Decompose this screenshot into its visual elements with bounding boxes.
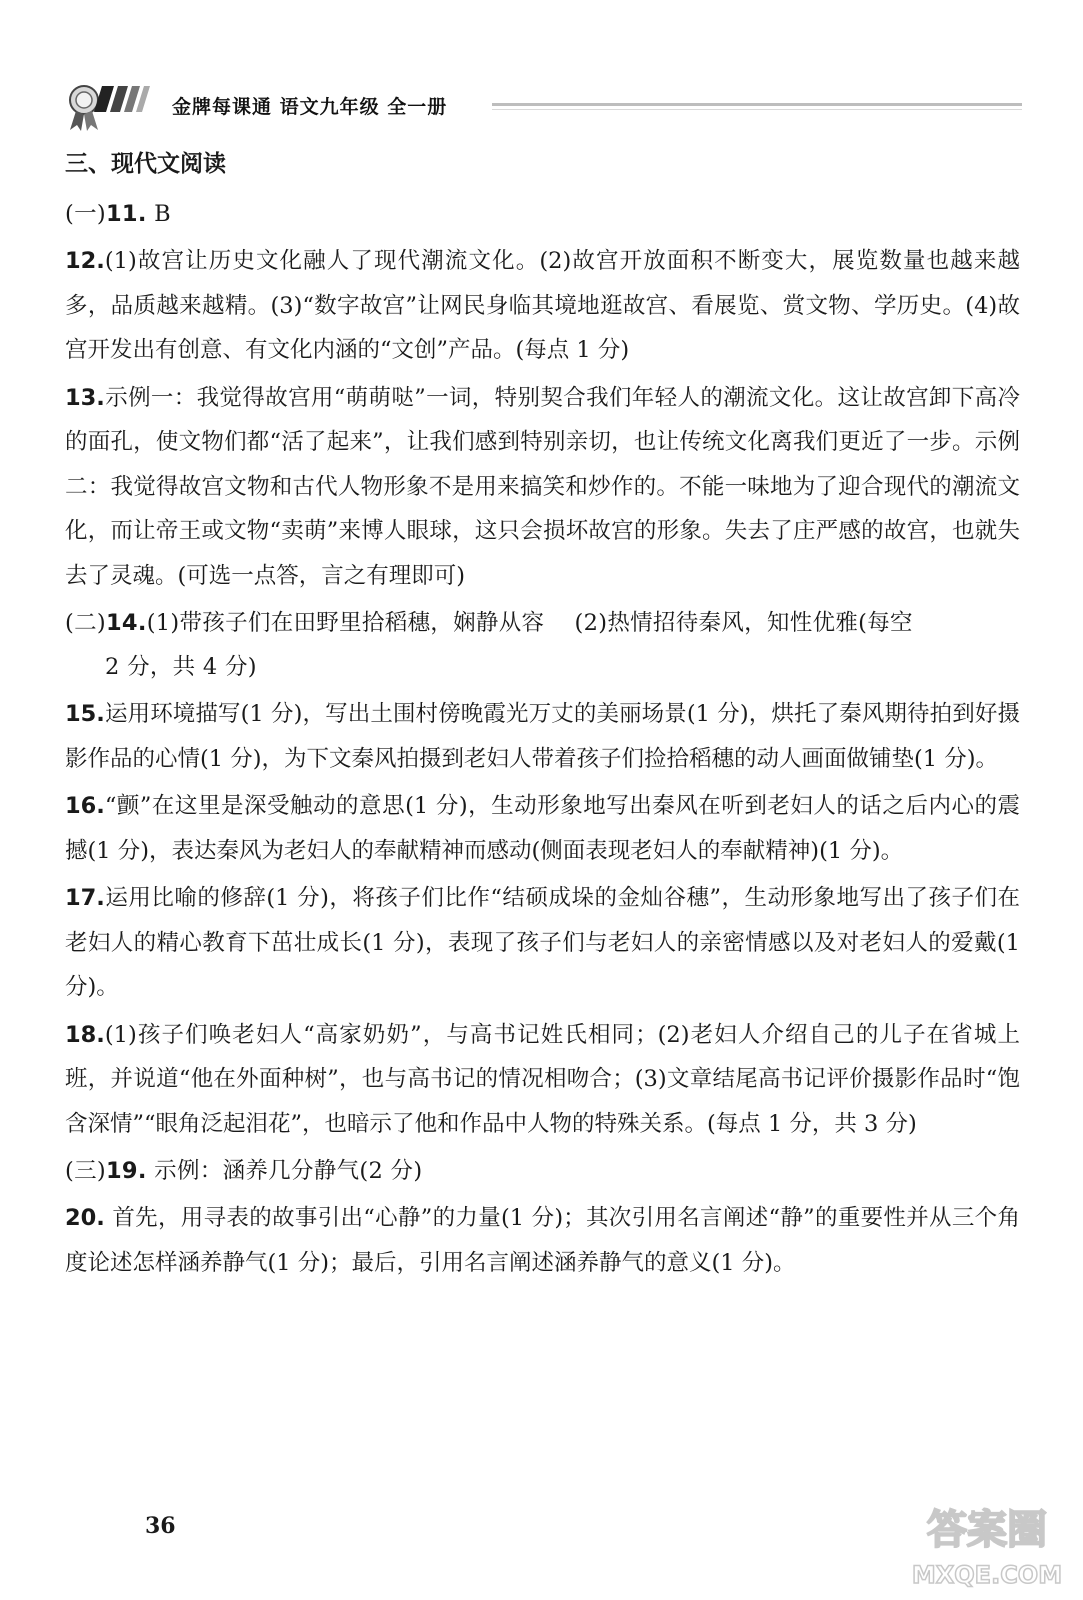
answer-text: (1)带孩子们在田野里拾稻穗，娴静从容 (2)热情招待秦风，知性优雅(每空 (146, 610, 913, 636)
part-label: (三) (65, 1158, 106, 1184)
header-rule-thin (492, 109, 1022, 110)
answer-content (65, 145, 1020, 1285)
answer-17 (65, 876, 1020, 1010)
question-number: 20. (65, 1205, 105, 1231)
answer-13 (65, 376, 1020, 599)
answer-text-continued: 2 分，共 4 分) (105, 654, 257, 680)
question-number: 16. (65, 793, 105, 819)
question-number: 19. (105, 1158, 147, 1184)
page-number: 36 (145, 1513, 176, 1539)
answer-16 (65, 784, 1020, 873)
section-title: 三、现代文阅读 (65, 151, 226, 177)
answer-15 (65, 692, 1020, 781)
answer-text: 运用环境描写(1 分)，写出土围村傍晚霞光万丈的美丽场景(1 分)，烘托了秦风期待拍到好摄影作品的心情(1 分)，为下文秦风拍摄到老妇人带着孩子们捡拾稻穗的动人画面做铺垫(1 分)。 (65, 701, 1020, 772)
book-title: 金牌每课通 语文九年级 全一册 (172, 96, 448, 118)
part-label: (二) (65, 610, 106, 636)
answer-text: “颤”在这里是深受触动的意思(1 分)，生动形象地写出秦风在听到老妇人的话之后内心的震撼(1 分)，表达秦风为老妇人的奉献精神而感动(侧面表现老妇人的奉献精神)(1 分)。 (65, 793, 1020, 864)
answer-20 (65, 1196, 1020, 1285)
answer-text: 示例一：我觉得故宫用“萌萌哒”一词，特别契合我们年轻人的潮流文化。这让故宫卸下高冷的面孔，使文物们都“活了起来”，让我们感到特别亲切，也让传统文化离我们更近了一步。示例二：我觉得故宫文物和古代人物形象不是用来搞笑和炒作的。不能一味地为了迎合现代的潮流文化，而让帝王或文物“卖萌”来博人眼球，这只会损坏故宫的形象。失去了庄严感的故宫，也就失去了灵魂。(可选一点答，言之有理即可) (65, 384, 1020, 589)
header-rule (492, 103, 1022, 106)
watermark-url: MXQE.COM (911, 1561, 1063, 1589)
watermark-logo (905, 1495, 1070, 1595)
answer-11 (65, 192, 1020, 236)
answer-text: 首先，用寻表的故事引出“心静”的力量(1 分)；其次引用名言阐述“静”的重要性并从三个角度论述怎样涵养静气(1 分)；最后，引用名言阐述涵养静气的意义(1 分)。 (65, 1205, 1020, 1276)
question-number: 13. (65, 384, 105, 411)
answer-text: 示例：涵养几分静气(2 分) (146, 1158, 423, 1184)
answer-12 (65, 239, 1020, 373)
question-number: 12. (65, 248, 105, 274)
question-number: 15. (65, 701, 105, 727)
question-number: 14. (105, 610, 147, 636)
question-number: 17. (65, 885, 105, 911)
answer-text: B (146, 201, 172, 227)
medal-ribbon-icon (62, 78, 162, 132)
answer-19 (65, 1149, 1020, 1193)
part-label: (一) (65, 201, 106, 227)
answer-text: 运用比喻的修辞(1 分)，将孩子们比作“结硕成垛的金灿谷穗”，生动形象地写出了孩子们在老妇人的精心教育下茁壮成长(1 分)，表现了孩子们与老妇人的亲密情感以及对老妇人的爱戴(1 分)。 (65, 885, 1020, 1000)
watermark-text: 答案圈 (927, 1507, 1047, 1553)
answer-text: (1)孩子们唤老妇人“高家奶奶”，与高书记姓氏相同；(2)老妇人介绍自己的儿子在省城上班，并说道“他在外面种树”，也与高书记的情况相吻合；(3)文章结尾高书记评价摄影作品时“饱含深情”“眼角泛起泪花”，也暗示了他和作品中人物的特殊关系。(每点 1 分，共 3 分) (65, 1021, 1020, 1137)
answer-14 (65, 601, 1020, 689)
answer-18 (65, 1013, 1020, 1147)
question-number: 11. (105, 201, 147, 227)
book-header (62, 78, 1022, 134)
question-number: 18. (65, 1021, 105, 1048)
answer-text: (1)故宫让历史文化融人了现代潮流文化。(2)故宫开放面积不断变大，展览数量也越来越多，品质越来越精。(3)“数字故宫”让网民身临其境地逛故宫、看展览、赏文物、学历史。(4)故宫开发出有创意、有文化内涵的“文创”产品。(每点 1 分) (65, 248, 1020, 363)
